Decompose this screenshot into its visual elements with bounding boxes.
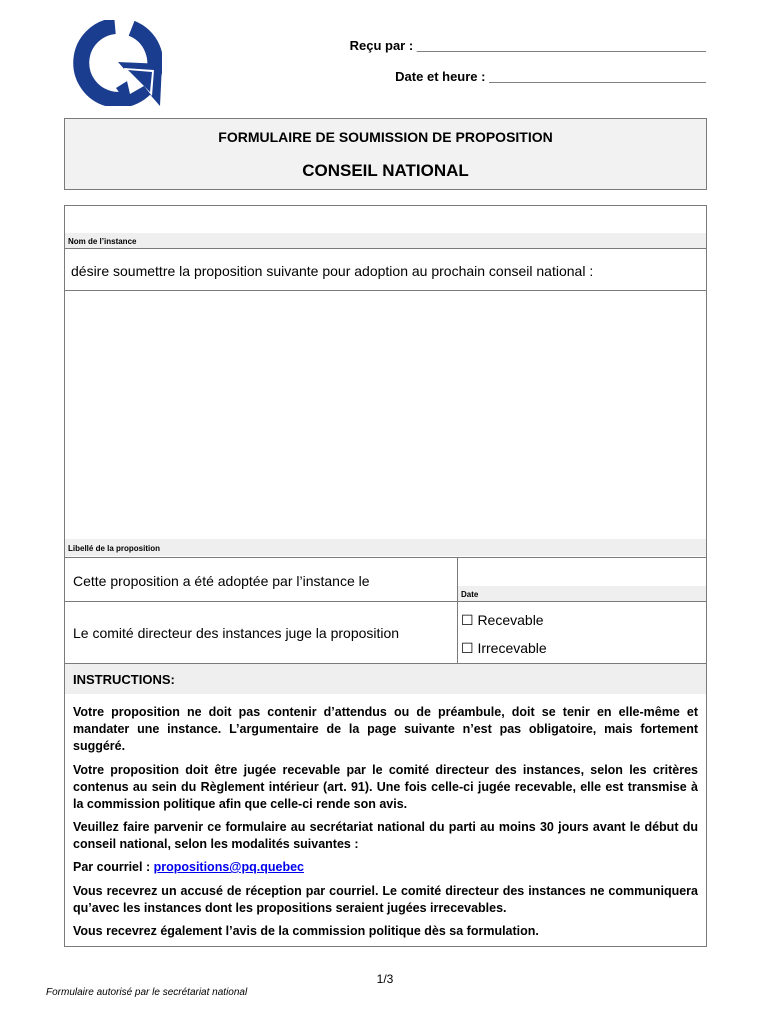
instance-name-label: Nom de l’instance [68, 237, 137, 246]
proposition-text-area[interactable] [65, 291, 706, 539]
received-by-field[interactable]: Reçu par : ________________________________________ [349, 38, 706, 53]
instruction-paragraph: Vous recevrez un accusé de réception par courriel. Le comité directeur des instances ne communiquera qu’avec les instances dont les propositions seraient jugées irrecevables. [73, 884, 698, 915]
form-box [64, 205, 707, 947]
instruction-paragraph: Vous recevrez également l’avis de la commission politique dès sa formulation. [73, 924, 539, 938]
title-box [64, 118, 707, 190]
pq-logo-icon [68, 20, 162, 106]
email-link[interactable]: propositions@pq.quebec [153, 860, 304, 874]
date-label: Date [461, 590, 479, 599]
irrecevable-checkbox[interactable]: ☐ Irrecevable [461, 640, 547, 656]
instructions-title: INSTRUCTIONS: [73, 672, 175, 687]
page-number: 1/3 [376, 972, 394, 986]
recevable-checkbox[interactable]: ☐ Recevable [461, 612, 544, 628]
instruction-paragraph: Votre proposition ne doit pas contenir d’attendus ou de préambule, doit se tenir en elle-même et mandater une instance. L’argumentaire de la page suivante n’est pas obligatoire, mais fortement suggéré. [73, 705, 698, 753]
date-label-bar [458, 586, 706, 601]
proposition-label-bar [65, 539, 706, 556]
adopted-text: Cette proposition a été adoptée par l’instance le [73, 573, 370, 589]
adoption-date-field[interactable] [458, 558, 706, 586]
instruction-paragraph: Veuillez faire parvenir ce formulaire au secrétariat national du parti au moins 30 jours avant le début du conseil national, selon les modalités suivantes : [73, 820, 698, 851]
instruction-paragraph: Votre proposition doit être jugée recevable par le comité directeur des instances, selon les critères contenus au sein du Règlement intérieur (art. 91). Une fois celle-ci jugée recevable, elle est transmise à la commission politique afin que celle-ci rende son avis. [73, 763, 698, 811]
submit-sentence: désire soumettre la proposition suivante pour adoption au prochain conseil national : [71, 263, 594, 279]
proposition-label: Libellé de la proposition [68, 544, 161, 553]
form-subtitle: CONSEIL NATIONAL [302, 161, 469, 180]
instance-label-bar [65, 233, 706, 248]
instance-name-field[interactable] [65, 206, 706, 232]
email-instruction [73, 859, 698, 876]
footer-note: Formulaire autorisé par le secrétariat national [46, 987, 248, 998]
committee-text: Le comité directeur des instances juge la proposition [73, 625, 400, 641]
email-prefix: Par courriel : [73, 860, 154, 874]
divider [65, 248, 706, 249]
form-title: FORMULAIRE DE SOUMISSION DE PROPOSITION [218, 129, 553, 145]
divider [65, 601, 706, 602]
date-time-field[interactable]: Date et heure : ______________________________ [395, 69, 706, 84]
